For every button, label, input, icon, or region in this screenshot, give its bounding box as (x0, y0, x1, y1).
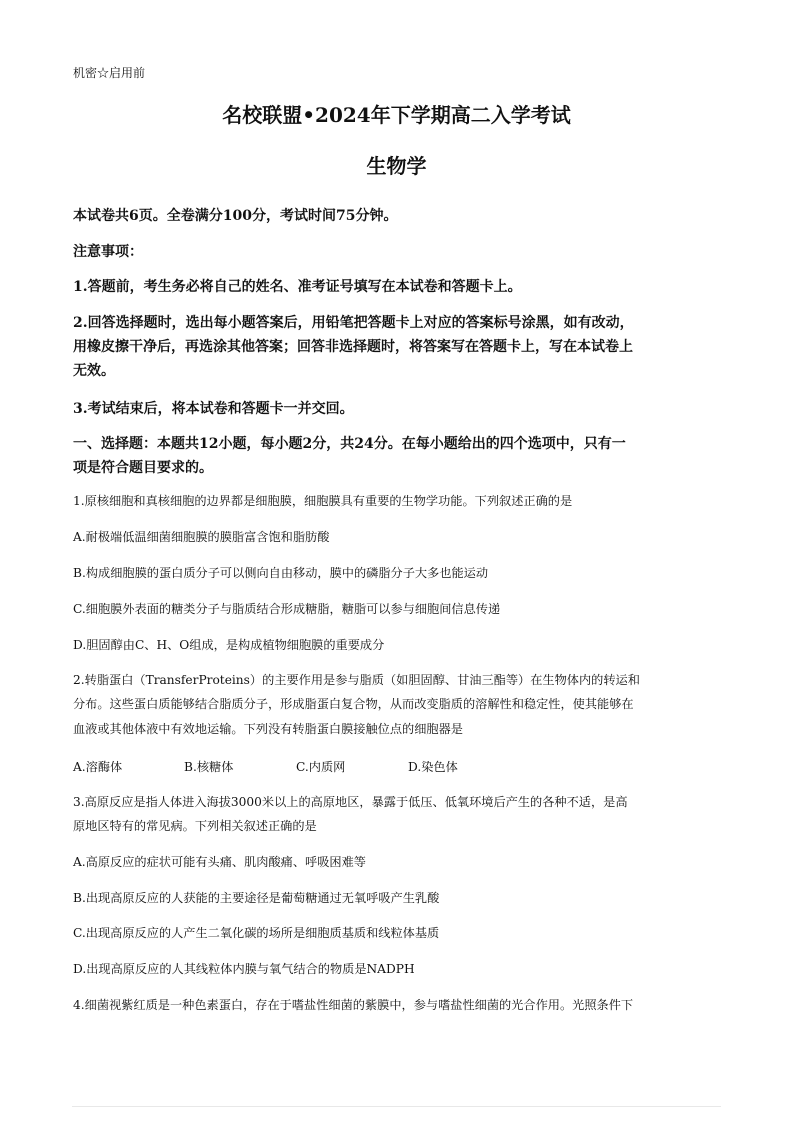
question-stem: 原地区特有的常见病。下列相关叙述正确的是 (73, 819, 317, 833)
notice-item: 2.回答选择题时，选出每小题答案后，用铅笔把答题卡上对应的答案标号涂黑，如有改动， (73, 315, 634, 331)
option-b: B.出现高原反应的人获能的主要途径是葡萄糖通过无氧呼吸产生乳酸 (73, 891, 440, 905)
section-heading: 一、选择题：本题共12小题，每小题2分，共24分。在每小题给出的四个选项中，只有一 (73, 436, 626, 452)
option-b: B.构成细胞膜的蛋白质分子可以侧向自由移动，膜中的磷脂分子大多也能运动 (73, 566, 489, 580)
question-stem: 2.转脂蛋白（TransferProteins）的主要作用是参与脂质（如胆固醇、甘油三酯等）在生物体内的转运和 (73, 673, 640, 687)
option-c: C.内质网 (296, 760, 346, 774)
confidential-label: 机密☆启用前 (73, 66, 146, 80)
option-a: A.溶酶体 (73, 760, 123, 774)
option-c: C.出现高原反应的人产生二氧化碳的场所是细胞质基质和线粒体基质 (73, 926, 440, 940)
option-c: C.细胞膜外表面的糖类分子与脂质结合形成糖脂，糖脂可以参与细胞间信息传递 (73, 602, 501, 616)
question-stem: 4.细菌视紫红质是一种色素蛋白，存在于嗜盐性细菌的紫膜中，参与嗜盐性细菌的光合作用。光照条件下 (73, 998, 634, 1012)
question-stem: 3.高原反应是指人体进入海拔3000米以上的高原地区，暴露于低压、低氧环境后产生的各种不适，是高 (73, 795, 628, 809)
exam-title: 名校联盟•2024年下学期高二入学考试 (222, 103, 571, 127)
notice-item: 1.答题前，考生务必将自己的姓名、准考证号填写在本试卷和答题卡上。 (73, 279, 522, 295)
notice-item: 无效。 (73, 363, 115, 379)
option-d: D.胆固醇由C、H、O组成，是构成植物细胞膜的重要成分 (73, 638, 385, 652)
section-heading-cont: 项是符合题目要求的。 (73, 460, 213, 476)
question-stem: 1.原核细胞和真核细胞的边界都是细胞膜，细胞膜具有重要的生物学功能。下列叙述正确的是 (73, 494, 573, 508)
option-d: D.染色体 (408, 760, 458, 774)
option-a: A.耐极端低温细菌细胞膜的膜脂富含饱和脂肪酸 (73, 530, 330, 544)
subject-title: 生物学 (366, 154, 427, 178)
option-b: B.核糖体 (184, 760, 234, 774)
option-d: D.出现高原反应的人其线粒体内膜与氧气结合的物质是NADPH (73, 962, 415, 976)
option-a: A.高原反应的症状可能有头痛、肌肉酸痛、呼吸困难等 (73, 855, 366, 869)
notice-heading: 注意事项： (73, 244, 143, 260)
page-bottom-rule (72, 1106, 721, 1107)
notice-intro: 本试卷共6页。全卷满分100分，考试时间75分钟。 (73, 208, 398, 224)
notice-item: 3.考试结束后，将本试卷和答题卡一并交回。 (73, 401, 354, 417)
notice-item: 用橡皮擦干净后，再选涂其他答案；回答非选择题时，将答案写在答题卡上，写在本试卷上 (73, 339, 633, 355)
question-stem: 分布。这些蛋白质能够结合脂质分子，形成脂蛋白复合物，从而改变脂质的溶解性和稳定性，使其能够在 (73, 697, 634, 711)
question-stem: 血液或其他体液中有效地运输。下列没有转脂蛋白膜接触位点的细胞器是 (73, 722, 463, 736)
